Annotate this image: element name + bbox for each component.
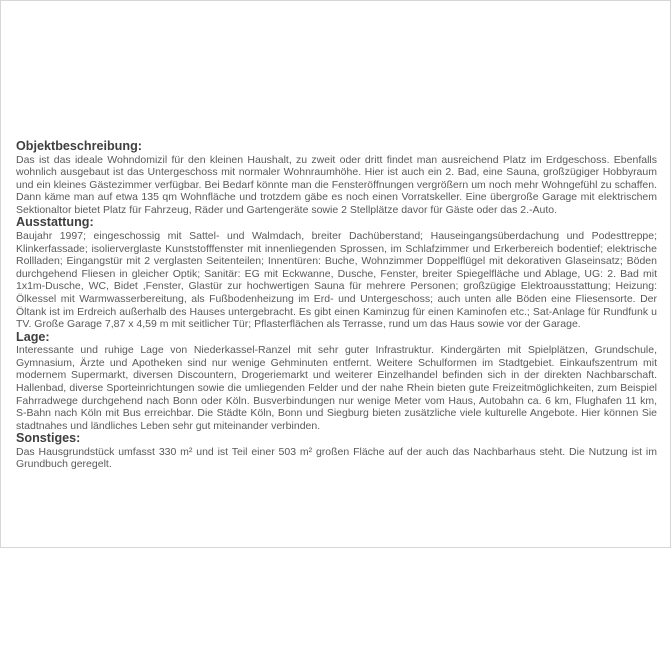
section-text-sonstiges: Das Hausgrundstück umfasst 330 m² und ist Teil einer 503 m² großen Fläche auf der auch das Nachbarhaus steht. Die Nutzung ist im Grundbuch geregelt. xyxy=(16,445,657,471)
section-title-lage: Lage: xyxy=(16,329,50,344)
section-text-lage: Interessante und ruhige Lage von Niederkassel-Ranzel mit sehr guter Infrastruktur. Kindergärten mit Spielplätzen, Grundschule, Gymnasium, Ärzte und Apotheken sind nur wenige Gehminuten entfernt. Weitere Schulformen im Stadtgebiet. Einkaufszentrum mit modernem Supermarkt, diversen Discountern, Drogeriemarkt und weiterer Einzelhandel befinden sich in der direkten Nachbarschaft. Hallenbad, diverse Sporteinrichtungen sowie die umliegenden Felder und der nahe Rhein bieten gute Freizeitmöglichkeiten, zum Beispiel Fahrradwege durchgehend nach Bonn oder Köln. Busverbindungen nur wenige Meter vom Haus, Autobahn ca. 6 km, Flughafen 11 km, S-Bahn nach Köln mit Bus erreichbar. Die Städte Köln, Bonn und Siegburg bieten zusätzliche viele kulturelle Angebote. Hier können Sie stadtnahes und ländliches Leben sehr gut miteinander verbinden. xyxy=(16,344,657,432)
section-title-objektbeschreibung: Objektbeschreibung: xyxy=(16,139,142,153)
section-text-objektbeschreibung: Das ist das ideale Wohndomizil für den kleinen Haushalt, zu zweit oder dritt findet man ausreichend Platz im Erdgeschoss. Ebenfalls wohnlich ausgebaut ist das Untergeschoss mit normaler Wohnraumhöhe. Hier ist auch ein 2. Bad, eine Sauna, großzügiger Hobbyraum und ein kleines Gästezimmer verfügbar. Bei Bedarf könnte man die Fensteröffnungen vergrößern um noch mehr Wohngefühl zu schaffen. Dann käme man auf etwa 135 qm Wohnfläche und trotzdem gäbe es noch einen Vorratskeller. Eine übergroße Garage mit elektrischem Sektionaltor bietet Platz für Fahrzeug, Räder und Gartengeräte sowie 2 Stellplätze davor für Gäste oder das 2.-Auto. xyxy=(16,153,657,216)
listing-description xyxy=(16,140,657,471)
section-title-ausstattung: Ausstattung: xyxy=(16,215,94,230)
section-title-sonstiges: Sonstiges: xyxy=(16,431,81,446)
section-text-ausstattung: Baujahr 1997; eingeschossig mit Sattel- und Walmdach, breiter Dachüberstand; Hauseingangsüberdachung und Podesttreppe; Klinkerfassade; isolierverglaste Kunststofffenster mit innenliegenden Sprossen, im Schlafzimmer und Erkerbereich bodentief; elektrische Rollladen; Eingangstür mit 2 verglasten Seitenteilen; Innentüren: Buche, Wohnzimmer Doppelflügel mit dekorativen Glaseinsatz; Böden durchgehend Fliesen in gleicher Optik; Sanitär: EG mit Eckwanne, Dusche, Fenster, breiter Spiegelfläche und Ablage, UG: 2. Bad mit 1x1m-Dusche, WC, Bidet ,Fenster, Glastür zur hochwertigen Sauna für mehrere Personen; großzügige Elektroausstattung; Heizung: Ölkessel mit Warmwasserbereitung, als Fußbodenheizung im Erd- und Untergeschoss; auch unten alle Böden eine Fliesensorte. Der Öltank ist im Erdreich außerhalb des Hauses untergebracht. Es gibt einen Kaminzug für einen Kaminofen etc.; Sat-Anlage für Rundfunk u TV. Große Garage 7,87 x 4,59 m mit seitlicher Tür; Pflasterflächen als Terrasse, rund um das Haus sowie vor der Garage. xyxy=(16,229,657,331)
